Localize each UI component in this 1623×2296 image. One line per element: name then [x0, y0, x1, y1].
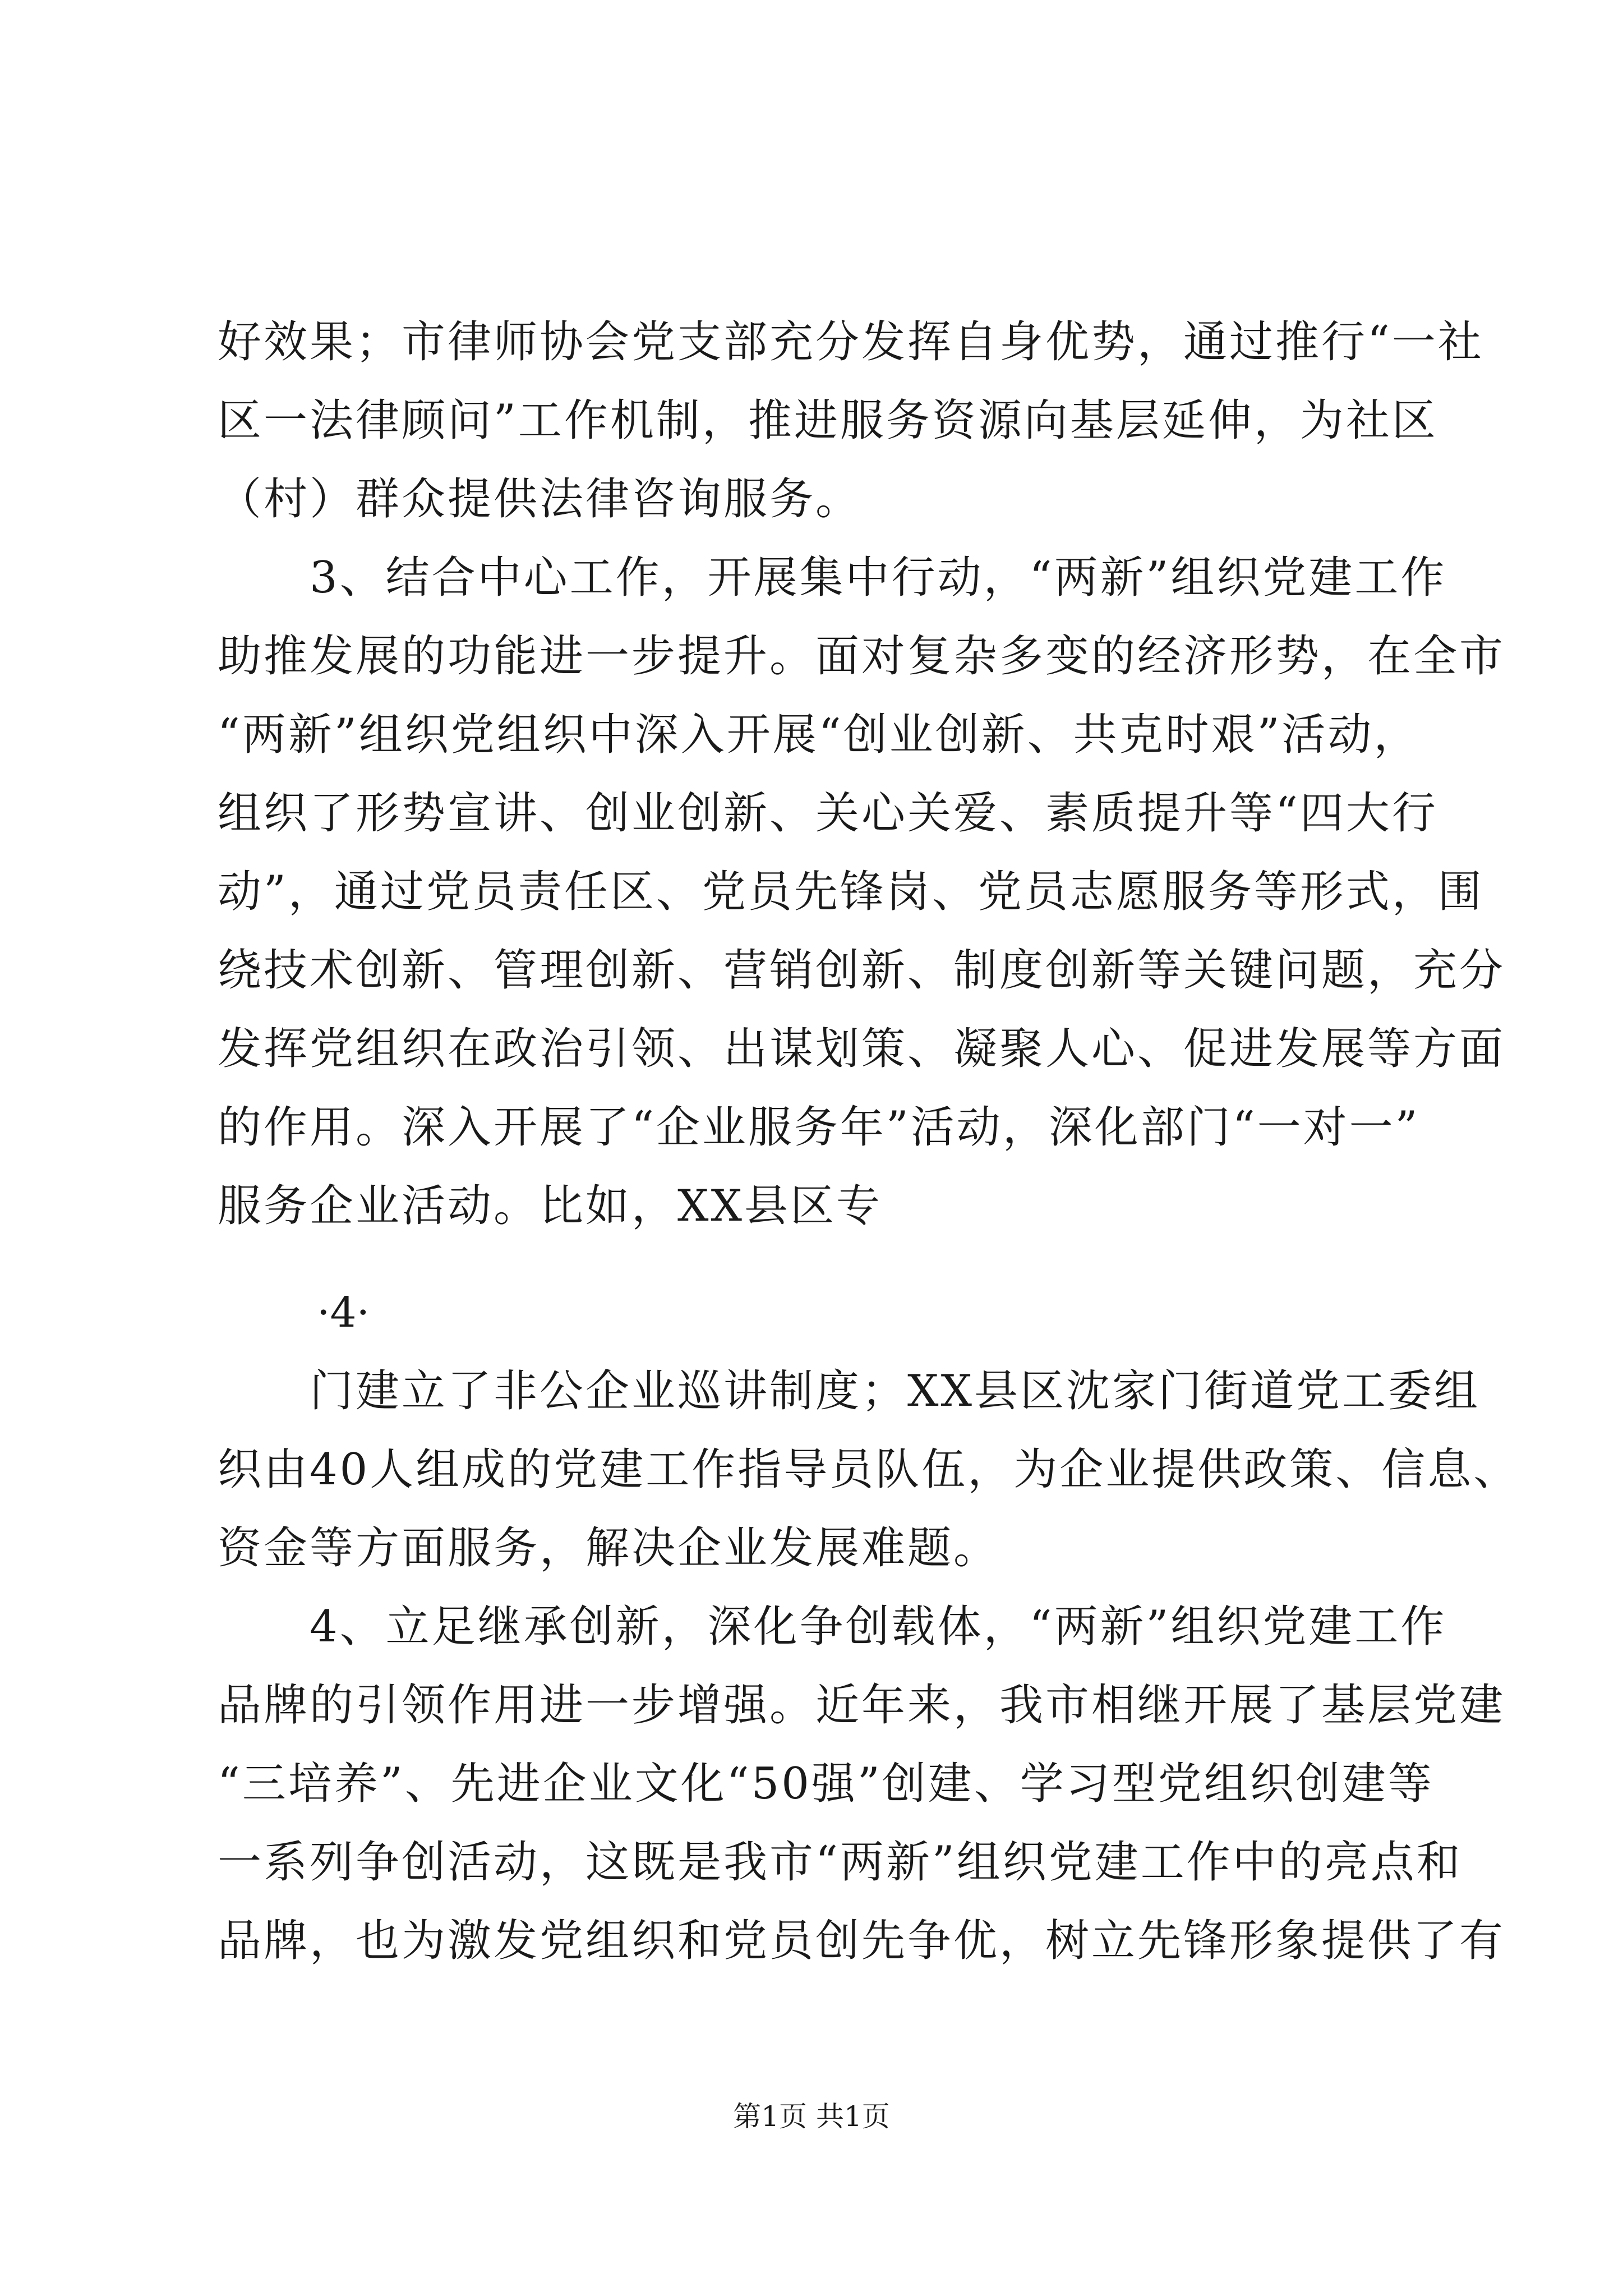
text-line: 一系列争创活动，这既是我市“两新”组织党建工作中的亮点和	[218, 1837, 1463, 1888]
text-line: 3、结合中心工作，开展集中行动，“两新”组织党建工作	[218, 553, 1447, 603]
text-line: 发挥党组织在政治引领、出谋划策、凝聚人心、促进发展等方面	[218, 1024, 1506, 1074]
text-line: 资金等方面服务，解决企业发展难题。	[218, 1523, 1000, 1573]
text-line: 织由40人组成的党建工作指导员队伍，为企业提供政策、信息、	[218, 1444, 1520, 1495]
page-footer: 第1页 共1页	[733, 2100, 890, 2133]
text-line: 好效果；市律师协会党支部充分发挥自身优势，通过推行“一社	[218, 317, 1484, 367]
text-line: “两新”组织党组织中深入开展“创业创新、共克时艰”活动，	[218, 710, 1420, 760]
text-line: 区一法律顾问”工作机制，推进服务资源向基层延伸，为社区	[218, 395, 1438, 446]
text-line: “三培养”、先进企业文化“50强”创建、学习型党组织创建等	[218, 1759, 1434, 1809]
text-line: 的作用。深入开展了“企业服务年”活动，深化部门“一对一”	[218, 1102, 1420, 1153]
text-line: 绕技术创新、管理创新、营销创新、制度创新等关键问题，充分	[218, 945, 1506, 996]
text-line: 品牌，也为激发党组织和党员创先争优，树立先锋形象提供了有	[218, 1916, 1506, 1966]
text-line: 门建立了非公企业巡讲制度；XX县区沈家门街道党工委组	[218, 1366, 1481, 1416]
text-line: 组织了形势宣讲、创业创新、关心关爱、素质提升等“四大行	[218, 788, 1438, 839]
text-line: 服务企业活动。比如，XX县区专	[218, 1181, 883, 1231]
text-line: 助推发展的功能进一步提升。面对复杂多变的经济形势，在全市	[218, 631, 1506, 682]
text-line: 品牌的引领作用进一步增强。近年来，我市相继开展了基层党建	[218, 1680, 1506, 1731]
page-number-marker: ·4·	[317, 1289, 370, 1337]
text-line: 4、立足继承创新，深化争创载体，“两新”组织党建工作	[218, 1602, 1447, 1652]
text-line: 动”，通过党员责任区、党员先锋岗、党员志愿服务等形式，围	[218, 867, 1484, 917]
text-line: （村）群众提供法律咨询服务。	[218, 474, 862, 524]
